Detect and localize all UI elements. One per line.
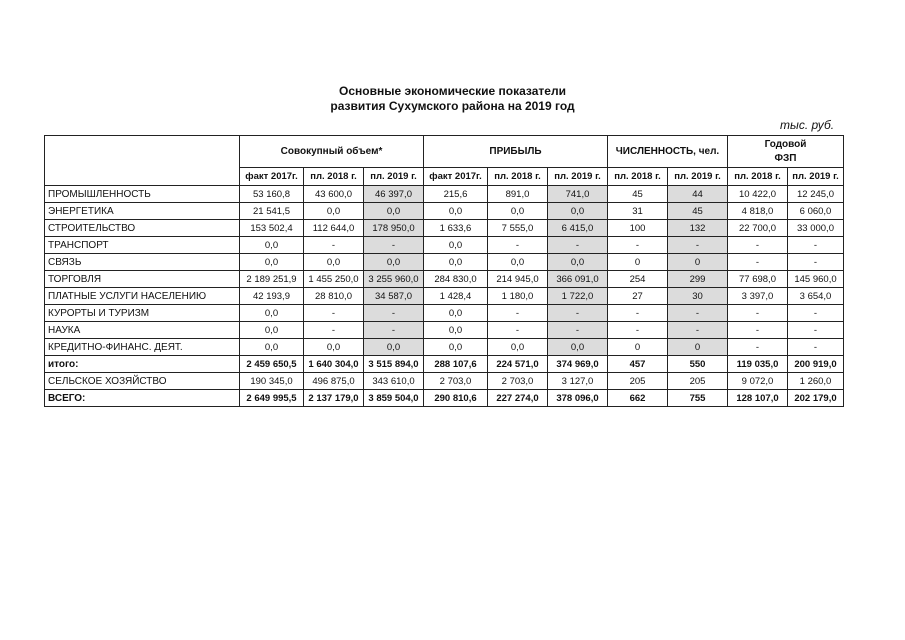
table-cell: 0,0 — [304, 339, 364, 356]
row-label: СЕЛЬСКОЕ ХОЗЯЙСТВО — [45, 373, 240, 390]
table-cell: 214 945,0 — [488, 271, 548, 288]
header-payroll-line2: ФЗП — [774, 152, 797, 164]
table-cell: 288 107,6 — [424, 356, 488, 373]
table-cell: 27 — [608, 288, 668, 305]
table-cell: - — [668, 322, 728, 339]
table-cell: 30 — [668, 288, 728, 305]
table-cell: 7 555,0 — [488, 220, 548, 237]
table-cell: - — [608, 322, 668, 339]
table-cell: 1 428,4 — [424, 288, 488, 305]
table-cell: 3 255 960,0 — [364, 271, 424, 288]
table-cell: 200 919,0 — [788, 356, 844, 373]
table-cell: 21 541,5 — [240, 203, 304, 220]
table-cell: 0,0 — [488, 339, 548, 356]
table-cell: 343 610,0 — [364, 373, 424, 390]
table-cell: 0,0 — [424, 339, 488, 356]
row-label: ПРОМЫШЛЕННОСТЬ — [45, 186, 240, 203]
table-cell: 153 502,4 — [240, 220, 304, 237]
subheader-cell: пл. 2018 г. — [488, 168, 548, 186]
table-cell: 0,0 — [424, 254, 488, 271]
table-cell: 53 160,8 — [240, 186, 304, 203]
table-cell: - — [788, 322, 844, 339]
row-label: КУРОРТЫ И ТУРИЗМ — [45, 305, 240, 322]
table-row — [45, 271, 844, 288]
table-cell: 2 703,0 — [488, 373, 548, 390]
table-cell: 0 — [608, 339, 668, 356]
table-cell: 0,0 — [240, 339, 304, 356]
table-cell: 205 — [608, 373, 668, 390]
table-cell: 2 649 995,5 — [240, 390, 304, 407]
table-cell: 741,0 — [548, 186, 608, 203]
subheader-cell: пл. 2018 г. — [728, 168, 788, 186]
header-payroll-line1: Годовой — [764, 138, 807, 150]
table-row — [45, 288, 844, 305]
row-label: КРЕДИТНО-ФИНАНС. ДЕЯТ. — [45, 339, 240, 356]
table-cell: 42 193,9 — [240, 288, 304, 305]
table-row — [45, 339, 844, 356]
table-cell: 12 245,0 — [788, 186, 844, 203]
table-row — [45, 186, 844, 203]
table-cell: 0,0 — [240, 322, 304, 339]
table-cell: 1 455 250,0 — [304, 271, 364, 288]
subheader-cell: пл. 2019 г. — [788, 168, 844, 186]
table-cell: - — [608, 305, 668, 322]
table-cell: - — [548, 322, 608, 339]
table-cell: - — [788, 237, 844, 254]
page-title-line2: развития Сухумского района на 2019 год — [330, 99, 575, 113]
table-cell: - — [728, 322, 788, 339]
table-cell: 1 640 304,0 — [304, 356, 364, 373]
table-cell: 33 000,0 — [788, 220, 844, 237]
table-cell: - — [788, 339, 844, 356]
table-cell: 0,0 — [548, 339, 608, 356]
table-cell: - — [728, 237, 788, 254]
table-cell: 0,0 — [548, 203, 608, 220]
subheader-cell: пл. 2018 г. — [304, 168, 364, 186]
table-cell: 22 700,0 — [728, 220, 788, 237]
table-cell: 2 137 179,0 — [304, 390, 364, 407]
table-cell: 0,0 — [424, 237, 488, 254]
table-cell: 2 703,0 — [424, 373, 488, 390]
table-cell: 1 722,0 — [548, 288, 608, 305]
table-cell: 457 — [608, 356, 668, 373]
subheader-cell: факт 2017г. — [240, 168, 304, 186]
table-cell: 1 260,0 — [788, 373, 844, 390]
header-empty-cell — [45, 136, 240, 186]
table-row — [45, 373, 844, 390]
table-cell: 378 096,0 — [548, 390, 608, 407]
table-cell: 0,0 — [424, 203, 488, 220]
table-cell: 178 950,0 — [364, 220, 424, 237]
table-cell: 0,0 — [548, 254, 608, 271]
table-cell: 77 698,0 — [728, 271, 788, 288]
table-cell: 1 633,6 — [424, 220, 488, 237]
table-cell: 0,0 — [240, 305, 304, 322]
table-cell: 284 830,0 — [424, 271, 488, 288]
row-label: ВСЕГО: — [45, 390, 240, 407]
table-cell: - — [668, 237, 728, 254]
units-label: тыс. руб. — [780, 118, 835, 132]
table-cell: 190 345,0 — [240, 373, 304, 390]
table-cell: 224 571,0 — [488, 356, 548, 373]
table-cell: 3 397,0 — [728, 288, 788, 305]
table-cell: 891,0 — [488, 186, 548, 203]
table-cell: 0,0 — [240, 237, 304, 254]
table-cell: 0,0 — [424, 322, 488, 339]
table-cell: 4 818,0 — [728, 203, 788, 220]
header-group-profit: ПРИБЫЛЬ — [424, 136, 608, 168]
table-cell: 145 960,0 — [788, 271, 844, 288]
table-cell: 28 810,0 — [304, 288, 364, 305]
table-cell: 45 — [608, 186, 668, 203]
table-cell: 227 274,0 — [488, 390, 548, 407]
table-row — [45, 305, 844, 322]
table-cell: 45 — [668, 203, 728, 220]
table-row — [45, 254, 844, 271]
table-cell: - — [548, 305, 608, 322]
row-label: итого: — [45, 356, 240, 373]
table-cell: 0 — [668, 254, 728, 271]
table-row — [45, 390, 844, 407]
table-cell: 34 587,0 — [364, 288, 424, 305]
table-cell: 202 179,0 — [788, 390, 844, 407]
table-cell: 205 — [668, 373, 728, 390]
subheader-cell: пл. 2018 г. — [608, 168, 668, 186]
table-cell: 0,0 — [240, 254, 304, 271]
table-cell: 46 397,0 — [364, 186, 424, 203]
table-cell: 366 091,0 — [548, 271, 608, 288]
header-group-payroll — [728, 136, 844, 168]
subheader-cell: пл. 2019 г. — [668, 168, 728, 186]
table-cell: - — [488, 322, 548, 339]
table-row — [45, 356, 844, 373]
table-cell: 6 415,0 — [548, 220, 608, 237]
table-cell: 3 859 504,0 — [364, 390, 424, 407]
table-cell: - — [304, 305, 364, 322]
table-cell: 254 — [608, 271, 668, 288]
table-cell: 10 422,0 — [728, 186, 788, 203]
table-cell: 550 — [668, 356, 728, 373]
row-label: НАУКА — [45, 322, 240, 339]
table-cell: 132 — [668, 220, 728, 237]
table-cell: 1 180,0 — [488, 288, 548, 305]
table-row — [45, 203, 844, 220]
table-cell: 290 810,6 — [424, 390, 488, 407]
table-row — [45, 237, 844, 254]
table-row — [45, 220, 844, 237]
table-cell: 496 875,0 — [304, 373, 364, 390]
row-label: ЭНЕРГЕТИКА — [45, 203, 240, 220]
table-cell: 0,0 — [364, 203, 424, 220]
table-cell: 128 107,0 — [728, 390, 788, 407]
table-cell: 3 654,0 — [788, 288, 844, 305]
table-cell: - — [728, 339, 788, 356]
table-cell: 0,0 — [304, 203, 364, 220]
table-cell: - — [788, 254, 844, 271]
table-cell: 3 127,0 — [548, 373, 608, 390]
table-cell: 0 — [668, 339, 728, 356]
table-cell: 44 — [668, 186, 728, 203]
table-cell: 2 189 251,9 — [240, 271, 304, 288]
table-cell: - — [364, 237, 424, 254]
row-label: СВЯЗЬ — [45, 254, 240, 271]
page-title-line1: Основные экономические показатели — [339, 84, 566, 98]
table-cell: - — [608, 237, 668, 254]
table-cell: 3 515 894,0 — [364, 356, 424, 373]
header-group-headcount: ЧИСЛЕННОСТЬ, чел. — [608, 136, 728, 168]
table-cell: 119 035,0 — [728, 356, 788, 373]
table-cell: - — [488, 237, 548, 254]
table-cell: 0,0 — [488, 254, 548, 271]
indicators-table — [44, 135, 844, 407]
table-cell: 299 — [668, 271, 728, 288]
table-cell: 112 644,0 — [304, 220, 364, 237]
row-label: СТРОИТЕЛЬСТВО — [45, 220, 240, 237]
table-cell: 100 — [608, 220, 668, 237]
subheader-cell: факт 2017г. — [424, 168, 488, 186]
subheader-cell: пл. 2019 г. — [548, 168, 608, 186]
table-cell: 0,0 — [488, 203, 548, 220]
table-cell: 2 459 650,5 — [240, 356, 304, 373]
row-label: ПЛАТНЫЕ УСЛУГИ НАСЕЛЕНИЮ — [45, 288, 240, 305]
table-cell: 0,0 — [304, 254, 364, 271]
table-cell: - — [728, 254, 788, 271]
table-cell: 0,0 — [424, 305, 488, 322]
table-cell: - — [668, 305, 728, 322]
table-row — [45, 322, 844, 339]
subheader-cell: пл. 2019 г. — [364, 168, 424, 186]
table-cell: - — [488, 305, 548, 322]
table-cell: 9 072,0 — [728, 373, 788, 390]
table-cell: - — [304, 322, 364, 339]
table-cell: - — [728, 305, 788, 322]
table-cell: 0 — [608, 254, 668, 271]
table-cell: 6 060,0 — [788, 203, 844, 220]
table-cell: 0,0 — [364, 339, 424, 356]
row-label: ТОРГОВЛЯ — [45, 271, 240, 288]
table-cell: - — [788, 305, 844, 322]
table-cell: - — [304, 237, 364, 254]
table-cell: 0,0 — [364, 254, 424, 271]
table-cell: 755 — [668, 390, 728, 407]
row-label: ТРАНСПОРТ — [45, 237, 240, 254]
table-cell: 31 — [608, 203, 668, 220]
table-cell: - — [548, 237, 608, 254]
table-cell: - — [364, 305, 424, 322]
table-cell: 374 969,0 — [548, 356, 608, 373]
table-cell: - — [364, 322, 424, 339]
table-cell: 43 600,0 — [304, 186, 364, 203]
header-group-volume: Совокупный объем* — [240, 136, 424, 168]
table-cell: 215,6 — [424, 186, 488, 203]
table-cell: 662 — [608, 390, 668, 407]
